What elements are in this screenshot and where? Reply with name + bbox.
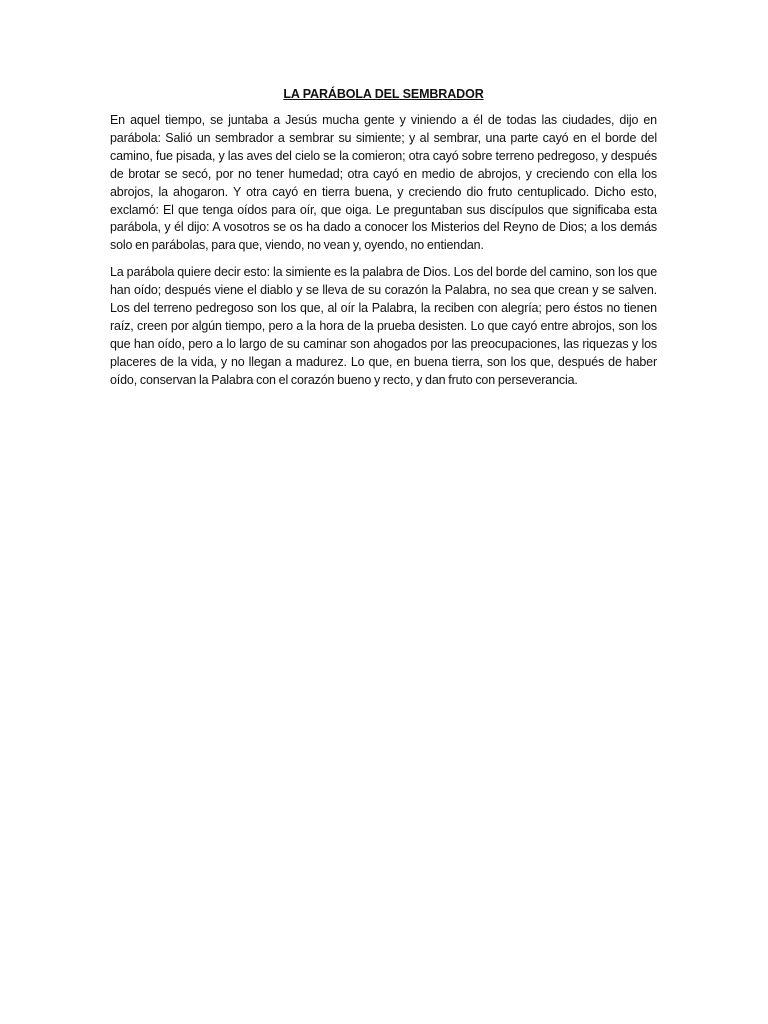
document-body xyxy=(110,86,657,399)
paragraph-explanation: La parábola quiere decir esto: la simiente es la palabra de Dios. Los del borde del camino, son los que han oído; después viene el diablo y se lleva de su corazón la Palabra, no sea que crean y se salven. Los del terreno pedregoso son los que, al oír la Palabra, la reciben con alegría; pero éstos no tienen raíz, creen por algún tiempo, pero a la hora de la prueba desisten. Lo que cayó entre abrojos, son los que han oído, pero a lo largo de su caminar son ahogados por las preocupaciones, las riquezas y los placeres de la vida, y no llegan a madurez. Lo que, en buena tierra, son los que, después de haber oído, conservan la Palabra con el corazón bueno y recto, y dan fruto con perseverancia. xyxy=(110,265,657,387)
document-title: LA PARÁBOLA DEL SEMBRADOR xyxy=(283,87,484,101)
paragraph-parable: En aquel tiempo, se juntaba a Jesús mucha gente y viniendo a él de todas las ciudades, dijo en parábola: Salió un sembrador a sembrar su simiente; y al sembrar, una parte cayó en el borde del camino, fue pisada, y las aves del cielo se la comieron; otra cayó sobre terreno pedregoso, y después de brotar se secó, por no tener humedad; otra cayó en medio de abrojos, y creciendo con ella los abrojos, la ahogaron. Y otra cayó en tierra buena, y creciendo dio fruto centuplicado. Dicho esto, exclamó: El que tenga oídos para oír, que oiga. Le preguntaban sus discípulos que significaba esta parábola, y él dijo: A vosotros se os ha dado a conocer los Misterios del Reyno de Dios; a los demás solo en parábolas, para que, viendo, no vean y, oyendo, no entiendan. xyxy=(110,113,657,253)
